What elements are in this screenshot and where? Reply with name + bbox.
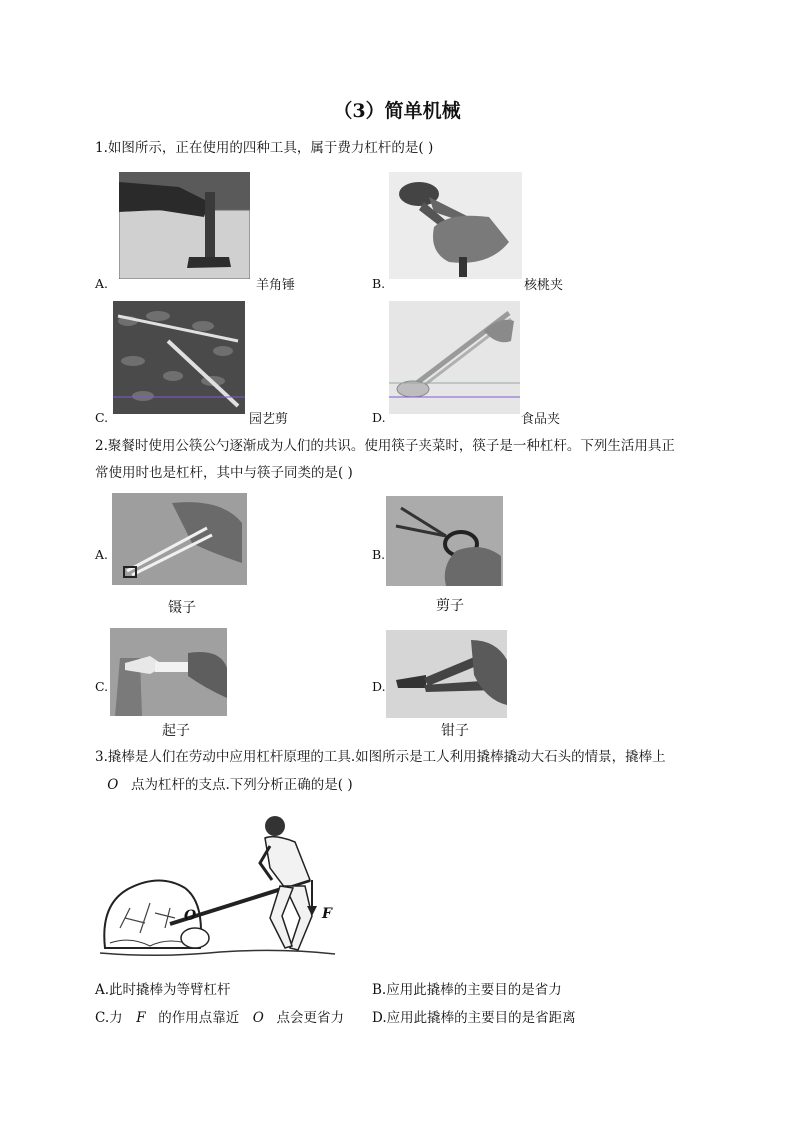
food-tongs-illustration xyxy=(389,301,520,414)
q2-option-d-caption: 钳子 xyxy=(441,723,469,739)
question-1-stem: 1.如图所示，正在使用的四种工具，属于费力杠杆的是( ) xyxy=(95,140,434,156)
q2-image-bottle-opener xyxy=(110,628,227,716)
garden-shears-illustration xyxy=(113,301,245,414)
q3-option-d[interactable]: D.应用此撬棒的主要目的是省距离 xyxy=(372,1010,576,1026)
q3-option-a[interactable]: A.此时撬棒为等臂杠杆 xyxy=(95,982,231,998)
q3-option-c-var-o: O xyxy=(252,1010,264,1026)
q2-option-a-caption: 镊子 xyxy=(168,600,196,616)
q2-image-pliers xyxy=(386,630,507,718)
q1-option-b-letter[interactable]: B. xyxy=(372,276,386,291)
tweezers-illustration xyxy=(112,493,247,585)
q3-option-c-var-f: F xyxy=(136,1010,146,1026)
q1-option-d-caption: 食品夹 xyxy=(521,412,561,427)
q3-figure-label-pivot: O xyxy=(184,908,197,924)
question-3-stem-line-2 xyxy=(95,774,705,796)
q1-image-claw-hammer xyxy=(119,172,250,279)
bottle-opener-illustration xyxy=(110,628,227,716)
q2-option-d-letter[interactable]: D. xyxy=(372,679,386,694)
q3-option-b[interactable]: B.应用此撬棒的主要目的是省力 xyxy=(372,982,562,998)
q2-option-b-letter[interactable]: B. xyxy=(372,547,386,562)
pliers-illustration xyxy=(386,630,507,718)
question-3-stem-line-1: 3.撬棒是人们在劳动中应用杠杆原理的工具.如图所示是工人利用撬棒撬动大石头的情景，撬棒上 xyxy=(95,749,666,765)
q3-stem-text: 点为杠杆的支点.下列分析正确的是( ) xyxy=(130,777,353,793)
question-2-stem-line-2: 常使用时也是杠杆，其中与筷子同类的是( ) xyxy=(95,465,353,481)
q2-option-a-letter[interactable]: A. xyxy=(95,547,109,562)
q1-image-nutcracker xyxy=(389,172,522,279)
crowbar-lever-illustration xyxy=(100,808,340,964)
q2-image-tweezers xyxy=(112,493,247,585)
q1-option-d-letter[interactable]: D. xyxy=(372,410,386,425)
q2-image-scissors xyxy=(386,496,503,586)
q1-image-food-tongs xyxy=(389,301,520,414)
q1-option-b-caption: 核桃夹 xyxy=(524,278,564,293)
q1-option-a-letter[interactable]: A. xyxy=(95,276,109,291)
q2-option-b-caption: 剪子 xyxy=(436,598,464,614)
q2-option-c-letter[interactable]: C. xyxy=(95,679,109,694)
question-2-stem-line-1: 2.聚餐时使用公筷公勺逐渐成为人们的共识。使用筷子夹菜时，筷子是一种杠杆。下列生活用具正 xyxy=(95,438,675,454)
q3-option-c[interactable] xyxy=(95,1006,344,1026)
q3-option-c-prefix: C.力 xyxy=(95,1010,123,1026)
q3-option-c-middle: 的作用点靠近 xyxy=(158,1010,240,1026)
q1-option-c-letter[interactable]: C. xyxy=(95,410,109,425)
claw-hammer-illustration xyxy=(119,172,250,279)
q2-option-c-caption: 起子 xyxy=(162,723,190,739)
q1-option-c-caption: 园艺剪 xyxy=(249,412,289,427)
q1-option-a-caption: 羊角锤 xyxy=(256,278,296,293)
page-title: （3）简单机械 xyxy=(333,100,461,122)
nutcracker-illustration xyxy=(389,172,522,279)
q3-option-c-suffix: 点会更省力 xyxy=(276,1010,344,1026)
q1-image-garden-shears xyxy=(113,301,245,414)
q3-figure-label-force: F xyxy=(322,906,332,922)
q3-variable-o: O xyxy=(107,777,119,793)
q3-figure-crowbar xyxy=(100,808,340,964)
scissors-illustration xyxy=(386,496,503,586)
